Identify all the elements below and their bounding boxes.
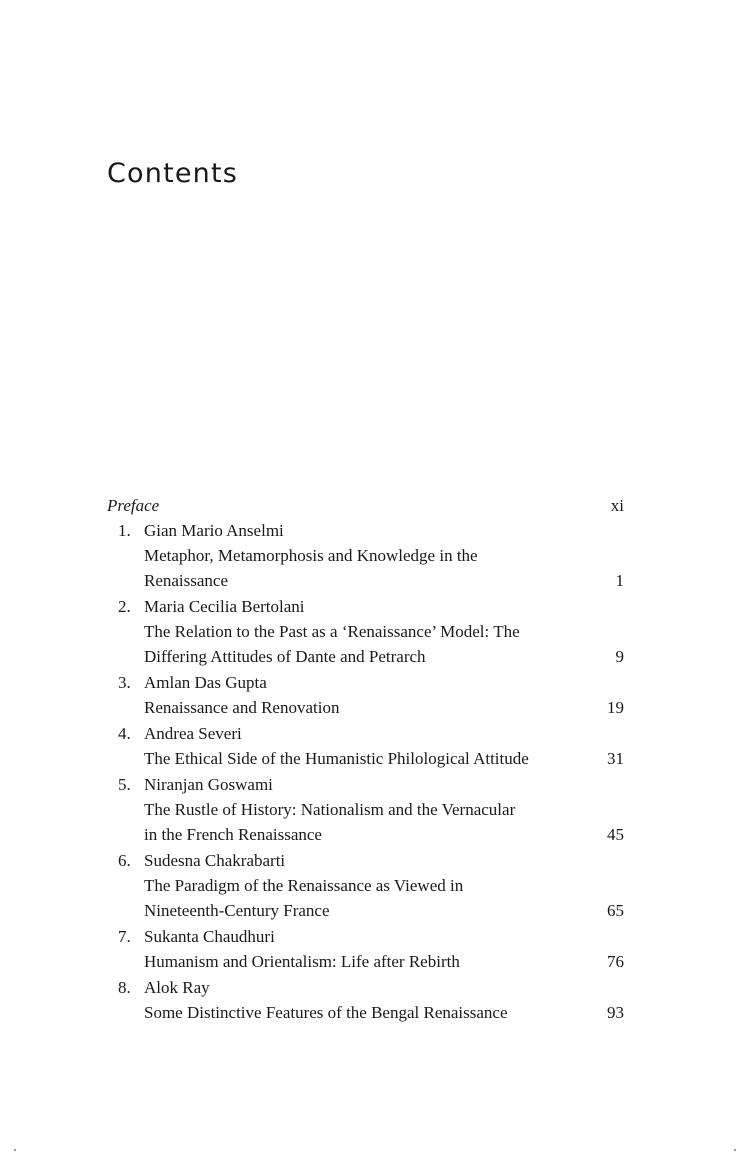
toc-entry-preface[interactable]: [107, 493, 624, 518]
chapter-title-line: The Paradigm of the Renaissance as Viewed in: [144, 876, 464, 895]
chapter-author: Maria Cecilia Bertolani: [144, 597, 305, 616]
chapter-number: 7.: [118, 927, 131, 946]
chapter-title-line: Nineteenth-Century France: [144, 901, 330, 920]
chapter-author: Niranjan Goswami: [144, 775, 273, 794]
toc-entry[interactable]: [107, 848, 624, 923]
chapter-title-final-line: [107, 822, 624, 847]
toc-page-number: 19: [607, 698, 624, 717]
toc-entry[interactable]: [107, 518, 624, 593]
toc-page-number: xi: [610, 496, 624, 515]
chapter-number: 4.: [118, 724, 131, 743]
chapter-title-line: The Ethical Side of the Humanistic Philological Attitude: [144, 749, 529, 768]
toc-entry[interactable]: [107, 594, 624, 669]
chapter-title-final-line: [107, 746, 624, 771]
chapter-number: 1.: [118, 521, 131, 540]
page-title: Contents: [107, 158, 239, 189]
chapter-number: 8.: [118, 978, 131, 997]
toc-entry[interactable]: [107, 670, 624, 720]
chapter-title-final-line: [107, 644, 624, 669]
toc-page-number: 93: [607, 1003, 624, 1022]
chapter-author: Sudesna Chakrabarti: [144, 851, 286, 870]
chapter-title-line: The Relation to the Past as a ‘Renaissance’ Model: The: [144, 622, 520, 641]
chapter-number: 2.: [118, 597, 131, 616]
toc-entry[interactable]: [107, 924, 624, 974]
toc-entries: [107, 518, 624, 1025]
toc-page-number: 1: [615, 571, 624, 590]
toc-page-number: 31: [607, 749, 624, 768]
chapter-title-line: Metaphor, Metamorphosis and Knowledge in the: [144, 546, 478, 565]
toc-page-number: 9: [615, 647, 624, 666]
chapter-title-final-line: [107, 949, 624, 974]
chapter-title-line: Differing Attitudes of Dante and Petrarch: [144, 647, 426, 666]
chapter-number: 5.: [118, 775, 131, 794]
chapter-author: Sukanta Chaudhuri: [144, 927, 275, 946]
chapter-title-line: The Rustle of History: Nationalism and the Vernacular: [144, 800, 516, 819]
chapter-title-line: in the French Renaissance: [144, 825, 322, 844]
chapter-title-line: Renaissance and Renovation: [144, 698, 340, 717]
chapter-title-line: Some Distinctive Features of the Bengal Renaissance: [144, 1003, 508, 1022]
toc-entry[interactable]: [107, 975, 624, 1025]
crop-mark: [14, 1149, 16, 1151]
toc-entry[interactable]: [107, 721, 624, 771]
chapter-author: Andrea Severi: [144, 724, 242, 743]
chapter-number: 3.: [118, 673, 131, 692]
chapter-author: Alok Ray: [144, 978, 210, 997]
toc-page-number: 76: [607, 952, 624, 971]
toc-entry[interactable]: [107, 772, 624, 847]
chapter-title-final-line: [107, 1000, 624, 1025]
chapter-title-final-line: [107, 568, 624, 593]
chapter-title-line: Renaissance: [144, 571, 229, 590]
chapter-title-final-line: [107, 695, 624, 720]
chapter-title-final-line: [107, 898, 624, 923]
table-of-contents: [107, 493, 624, 1026]
toc-entry-title: Preface: [107, 496, 160, 515]
toc-page-number: 45: [607, 825, 624, 844]
crop-mark: [734, 1149, 736, 1151]
toc-page-number: 65: [607, 901, 624, 920]
chapter-title-line: Humanism and Orientalism: Life after Rebirth: [144, 952, 460, 971]
chapter-author: Gian Mario Anselmi: [144, 521, 284, 540]
chapter-number: 6.: [118, 851, 131, 870]
chapter-author: Amlan Das Gupta: [144, 673, 267, 692]
